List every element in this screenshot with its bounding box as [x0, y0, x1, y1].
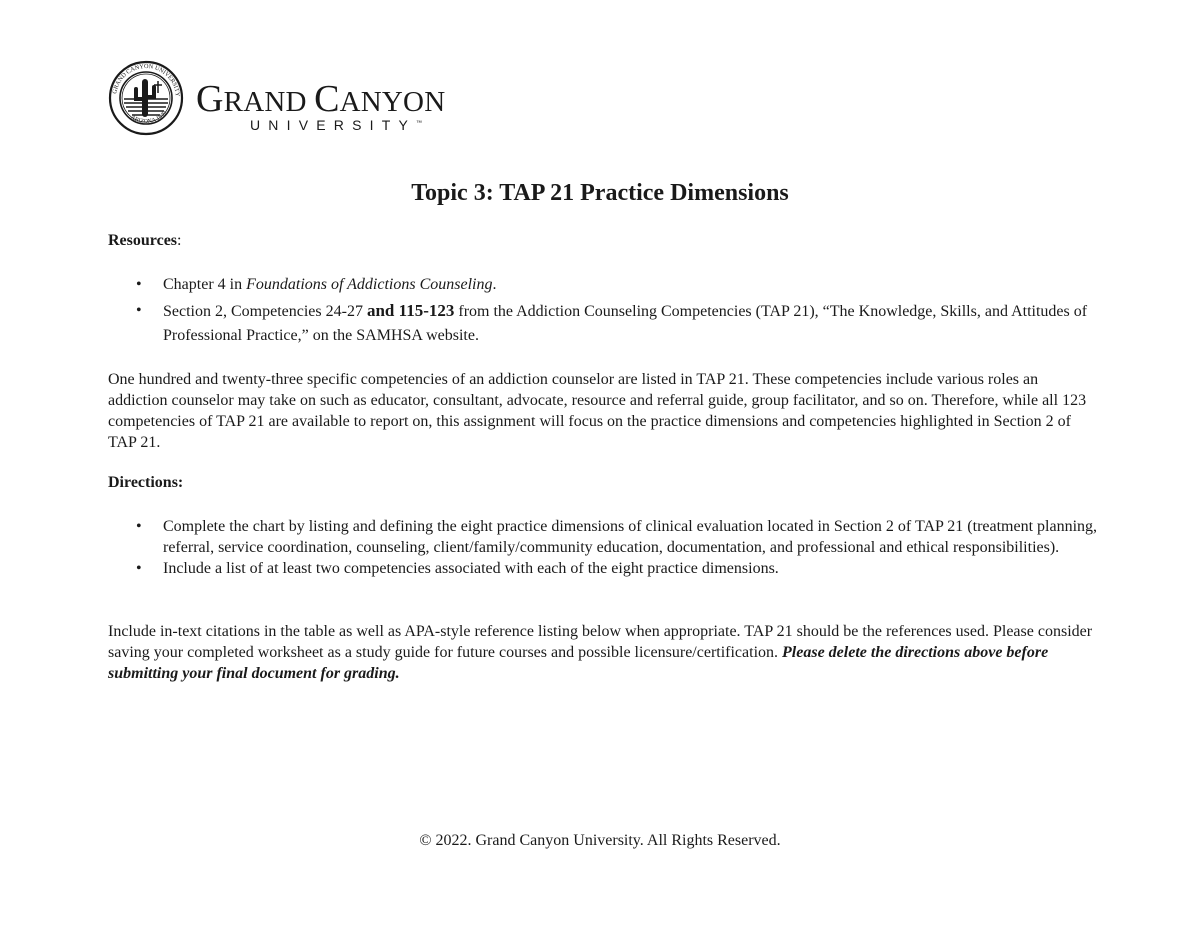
resources-label: Resources:	[108, 232, 182, 249]
logo-subtitle: UNIVERSITY™	[250, 117, 423, 133]
seal-text-top: GRAND CANYON UNIVERSITY	[111, 62, 182, 97]
bullet-icon: •	[136, 302, 142, 319]
bullet-icon: •	[136, 560, 142, 577]
university-seal-icon	[108, 55, 188, 141]
bullet-icon: •	[136, 518, 142, 535]
direction-item: • Complete the chart by listing and defining the eight practice dimensions of clinical evaluation located in Section 2 of TAP 21 (treatment planning, referral, service coordination, counseling, client/family/community education, documentation, and professional and ethical responsibilities).	[136, 518, 1098, 556]
university-logo	[108, 55, 488, 145]
intro-paragraph: One hundred and twenty-three specific competencies of an addiction counselor are listed in TAP 21. These competencies include various roles an addiction counselor may take on such as educator, consultant, advocate, resource and referral guide, group facilitator, and so on. Therefore, while all 123 competencies of TAP 21 are available to report on, this assignment will focus on the practice dimensions and competencies highlighted in Section 2 of TAP 21.	[108, 371, 1087, 451]
logo-wordmark: GRAND CANYON	[196, 78, 446, 120]
copyright-footer: © 2022. Grand Canyon University. All Rights Reserved.	[419, 832, 781, 849]
bullet-icon: •	[136, 276, 142, 293]
direction-item: • Include a list of at least two competencies associated with each of the eight practice dimensions.	[136, 560, 779, 577]
page-title: Topic 3: TAP 21 Practice Dimensions	[411, 180, 789, 206]
directions-list	[108, 516, 1098, 579]
submission-note: Please delete the directions above before submitting your final document for grading.	[108, 644, 1049, 682]
resource-item: • Section 2, Competencies 24-27 and 115-123 from the Addiction Counseling Competencies (TAP 21), “The Knowledge, Skills, and Attitudes of Professional Practice,” on the SAMHSA website.	[136, 301, 1088, 344]
seal-text-bottom: ARIZONA 1949	[129, 110, 169, 126]
closing-paragraph: Include in-text citations in the table as well as APA-style reference listing below when appropriate. TAP 21 should be the references used. Please consider saving your completed worksheet as a study guide for future courses and possible licensure/certification. Please delete the directions above before submitting your final document for grading.	[108, 623, 1093, 682]
directions-label: Directions:	[108, 474, 184, 491]
resources-list	[108, 274, 1098, 348]
resource-item: • Chapter 4 in Foundations of Addictions Counseling.	[136, 276, 497, 293]
